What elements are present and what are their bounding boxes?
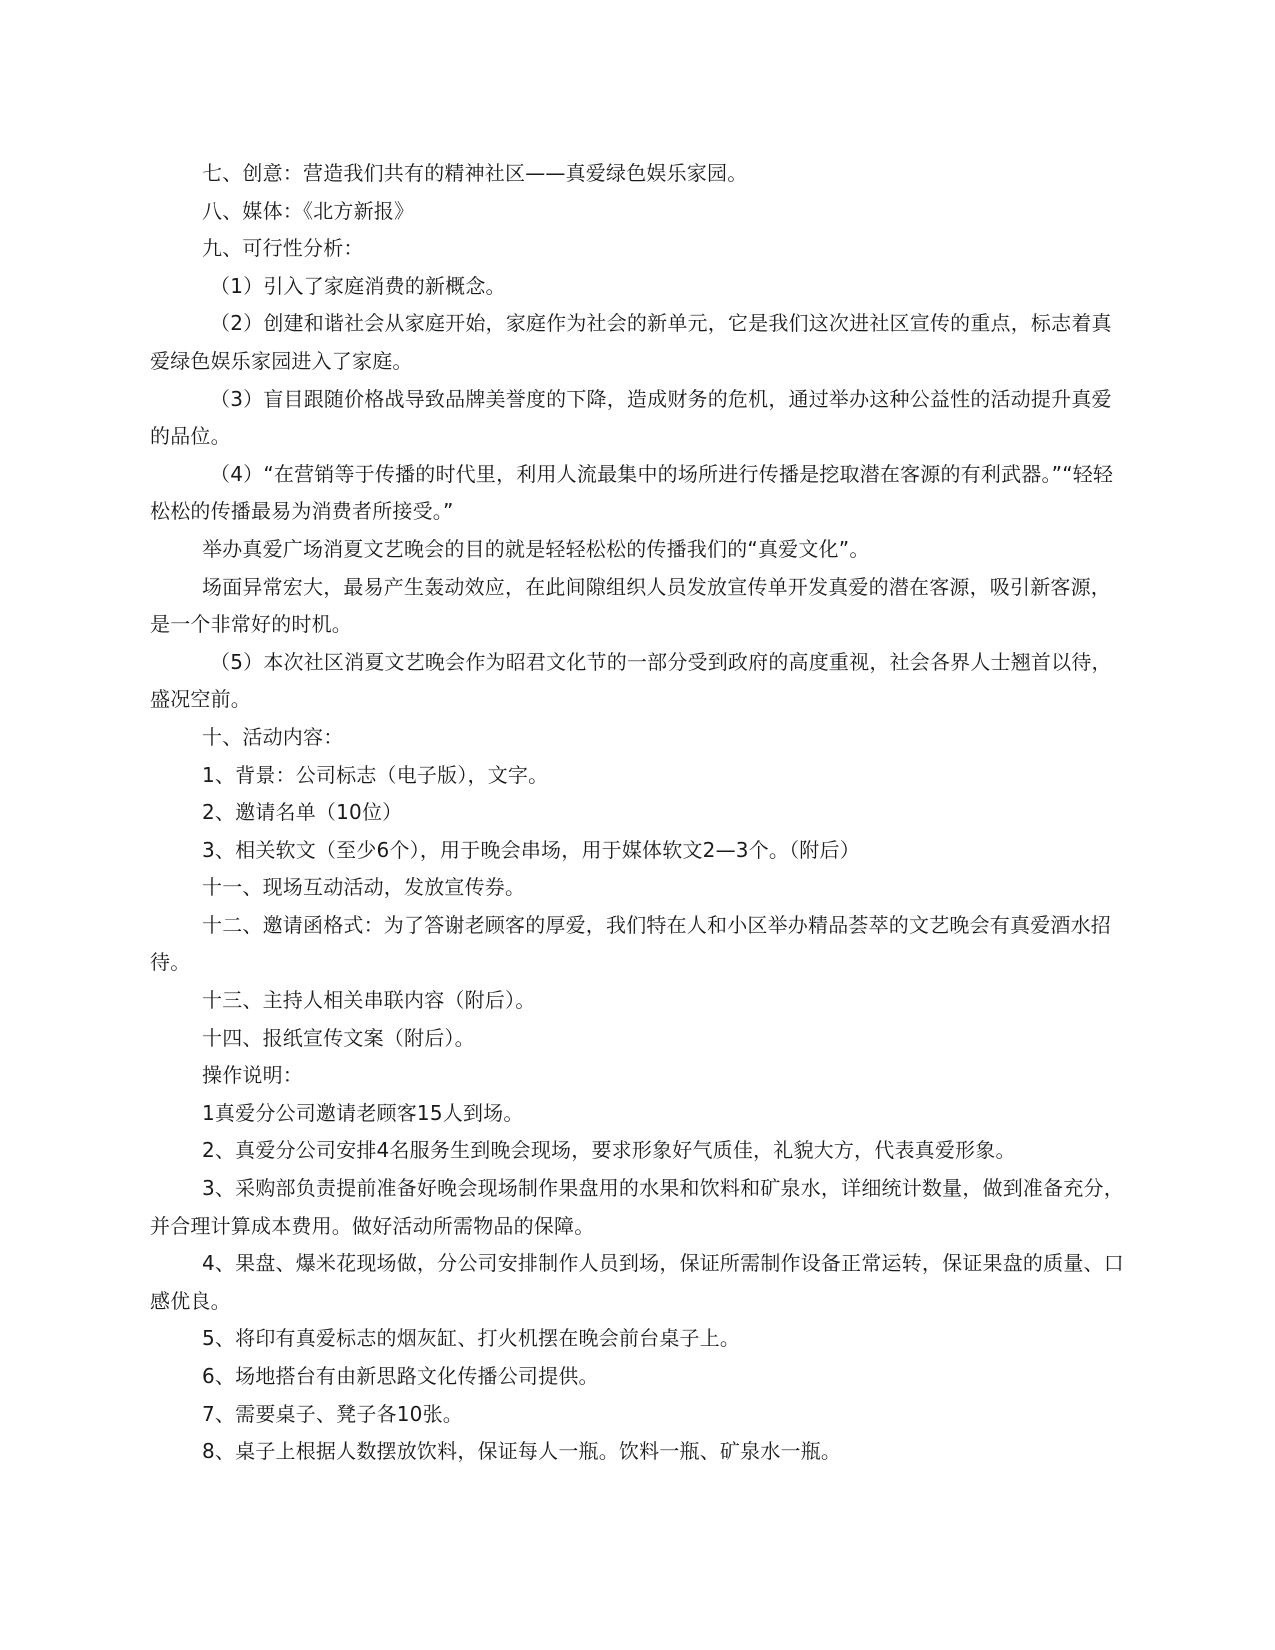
paragraph-activity-2: 2、邀请名单（10位） [202, 800, 403, 825]
paragraph-interaction: 十一、现场互动活动，发放宣传券。 [202, 875, 526, 900]
paragraph-activity-heading: 十、活动内容： [202, 724, 344, 749]
paragraph-activity-1: 1、背景：公司标志（电子版），文字。 [202, 762, 549, 787]
paragraph-operation-3: 3、采购部负责提前准备好晚会现场制作果盘用的水果和饮料和矿泉水，详细统计数量，做到准备充分，并合理计算成本费用。做好活动所需物品的保障。 [150, 1176, 1124, 1238]
paragraph-feasibility-4: （4）“在营销等于传播的时代里，利用人流最集中的场所进行传播是挖取潜在客源的有利武器。”“轻轻松松的传播最易为消费者所接受。” [150, 461, 1114, 524]
paragraph-operation-1: 1真爱分公司邀请老顾客15人到场。 [202, 1100, 524, 1125]
paragraph-feasibility-3: （3）盲目跟随价格战导致品牌美誉度的下降，造成财务的危机，通过举办这种公益性的活动提升真爱的品位。 [150, 386, 1112, 449]
paragraph-operation-7: 7、需要桌子、凳子各10张。 [202, 1401, 463, 1426]
paragraph-newspaper: 十四、报纸宣传文案（附后）。 [202, 1025, 475, 1050]
paragraph-feasibility-heading: 九、可行性分析： [202, 236, 364, 261]
paragraph-operation-4: 4、果盘、爆米花现场做，分公司安排制作人员到场，保证所需制作设备正常运转，保证果盘的质量、口感优良。 [150, 1251, 1124, 1313]
paragraph-feasibility-1: （1）引入了家庭消费的新概念。 [210, 273, 506, 298]
paragraph-purpose: 举办真爱广场消夏文艺晚会的目的就是轻轻松松的传播我们的“真爱文化”。 [202, 536, 870, 561]
paragraph-feasibility-2: （2）创建和谐社会从家庭开始，家庭作为社会的新单元，它是我们这次进社区宣传的重点，标志着真爱绿色娱乐家园进入了家庭。 [150, 311, 1112, 373]
paragraph-operation-5: 5、将印有真爱标志的烟灰缸、打火机摆在晚会前台桌子上。 [202, 1326, 741, 1351]
paragraph-operation-heading: 操作说明： [202, 1063, 303, 1088]
paragraph-host: 十三、主持人相关串联内容（附后）。 [202, 988, 536, 1013]
document-body [150, 155, 1130, 1471]
paragraph-scene: 场面异常宏大，最易产生轰动效应，在此间隙组织人员发放宣传单开发真爱的潜在客源，吸引新客源，是一个非常好的时机。 [150, 574, 1111, 637]
paragraph-media: 八、媒体：《北方新报》 [202, 198, 415, 223]
paragraph-feasibility-5: （5）本次社区消夏文艺晚会作为昭君文化节的一部分受到政府的高度重视，社会各界人士翘首以待，盛况空前。 [150, 649, 1112, 712]
paragraph-operation-2: 2、真爱分公司安排4名服务生到晚会现场，要求形象好气质佳，礼貌大方，代表真爱形象。 [202, 1138, 1016, 1163]
paragraph-activity-3: 3、相关软文（至少6个），用于晚会串场，用于媒体软文2—3个。（附后） [202, 837, 860, 862]
paragraph-creative: 七、创意：营造我们共有的精神社区——真爱绿色娱乐家园。 [202, 161, 748, 185]
paragraph-invitation: 十二、邀请函格式：为了答谢老顾客的厚爱，我们特在人和小区举办精品荟萃的文艺晚会有真爱酒水招待。 [150, 912, 1111, 975]
paragraph-operation-8: 8、桌子上根据人数摆放饮料，保证每人一瓶。饮料一瓶、矿泉水一瓶。 [202, 1439, 842, 1464]
paragraph-operation-6: 6、场地搭台有由新思路文化传播公司提供。 [202, 1364, 599, 1388]
